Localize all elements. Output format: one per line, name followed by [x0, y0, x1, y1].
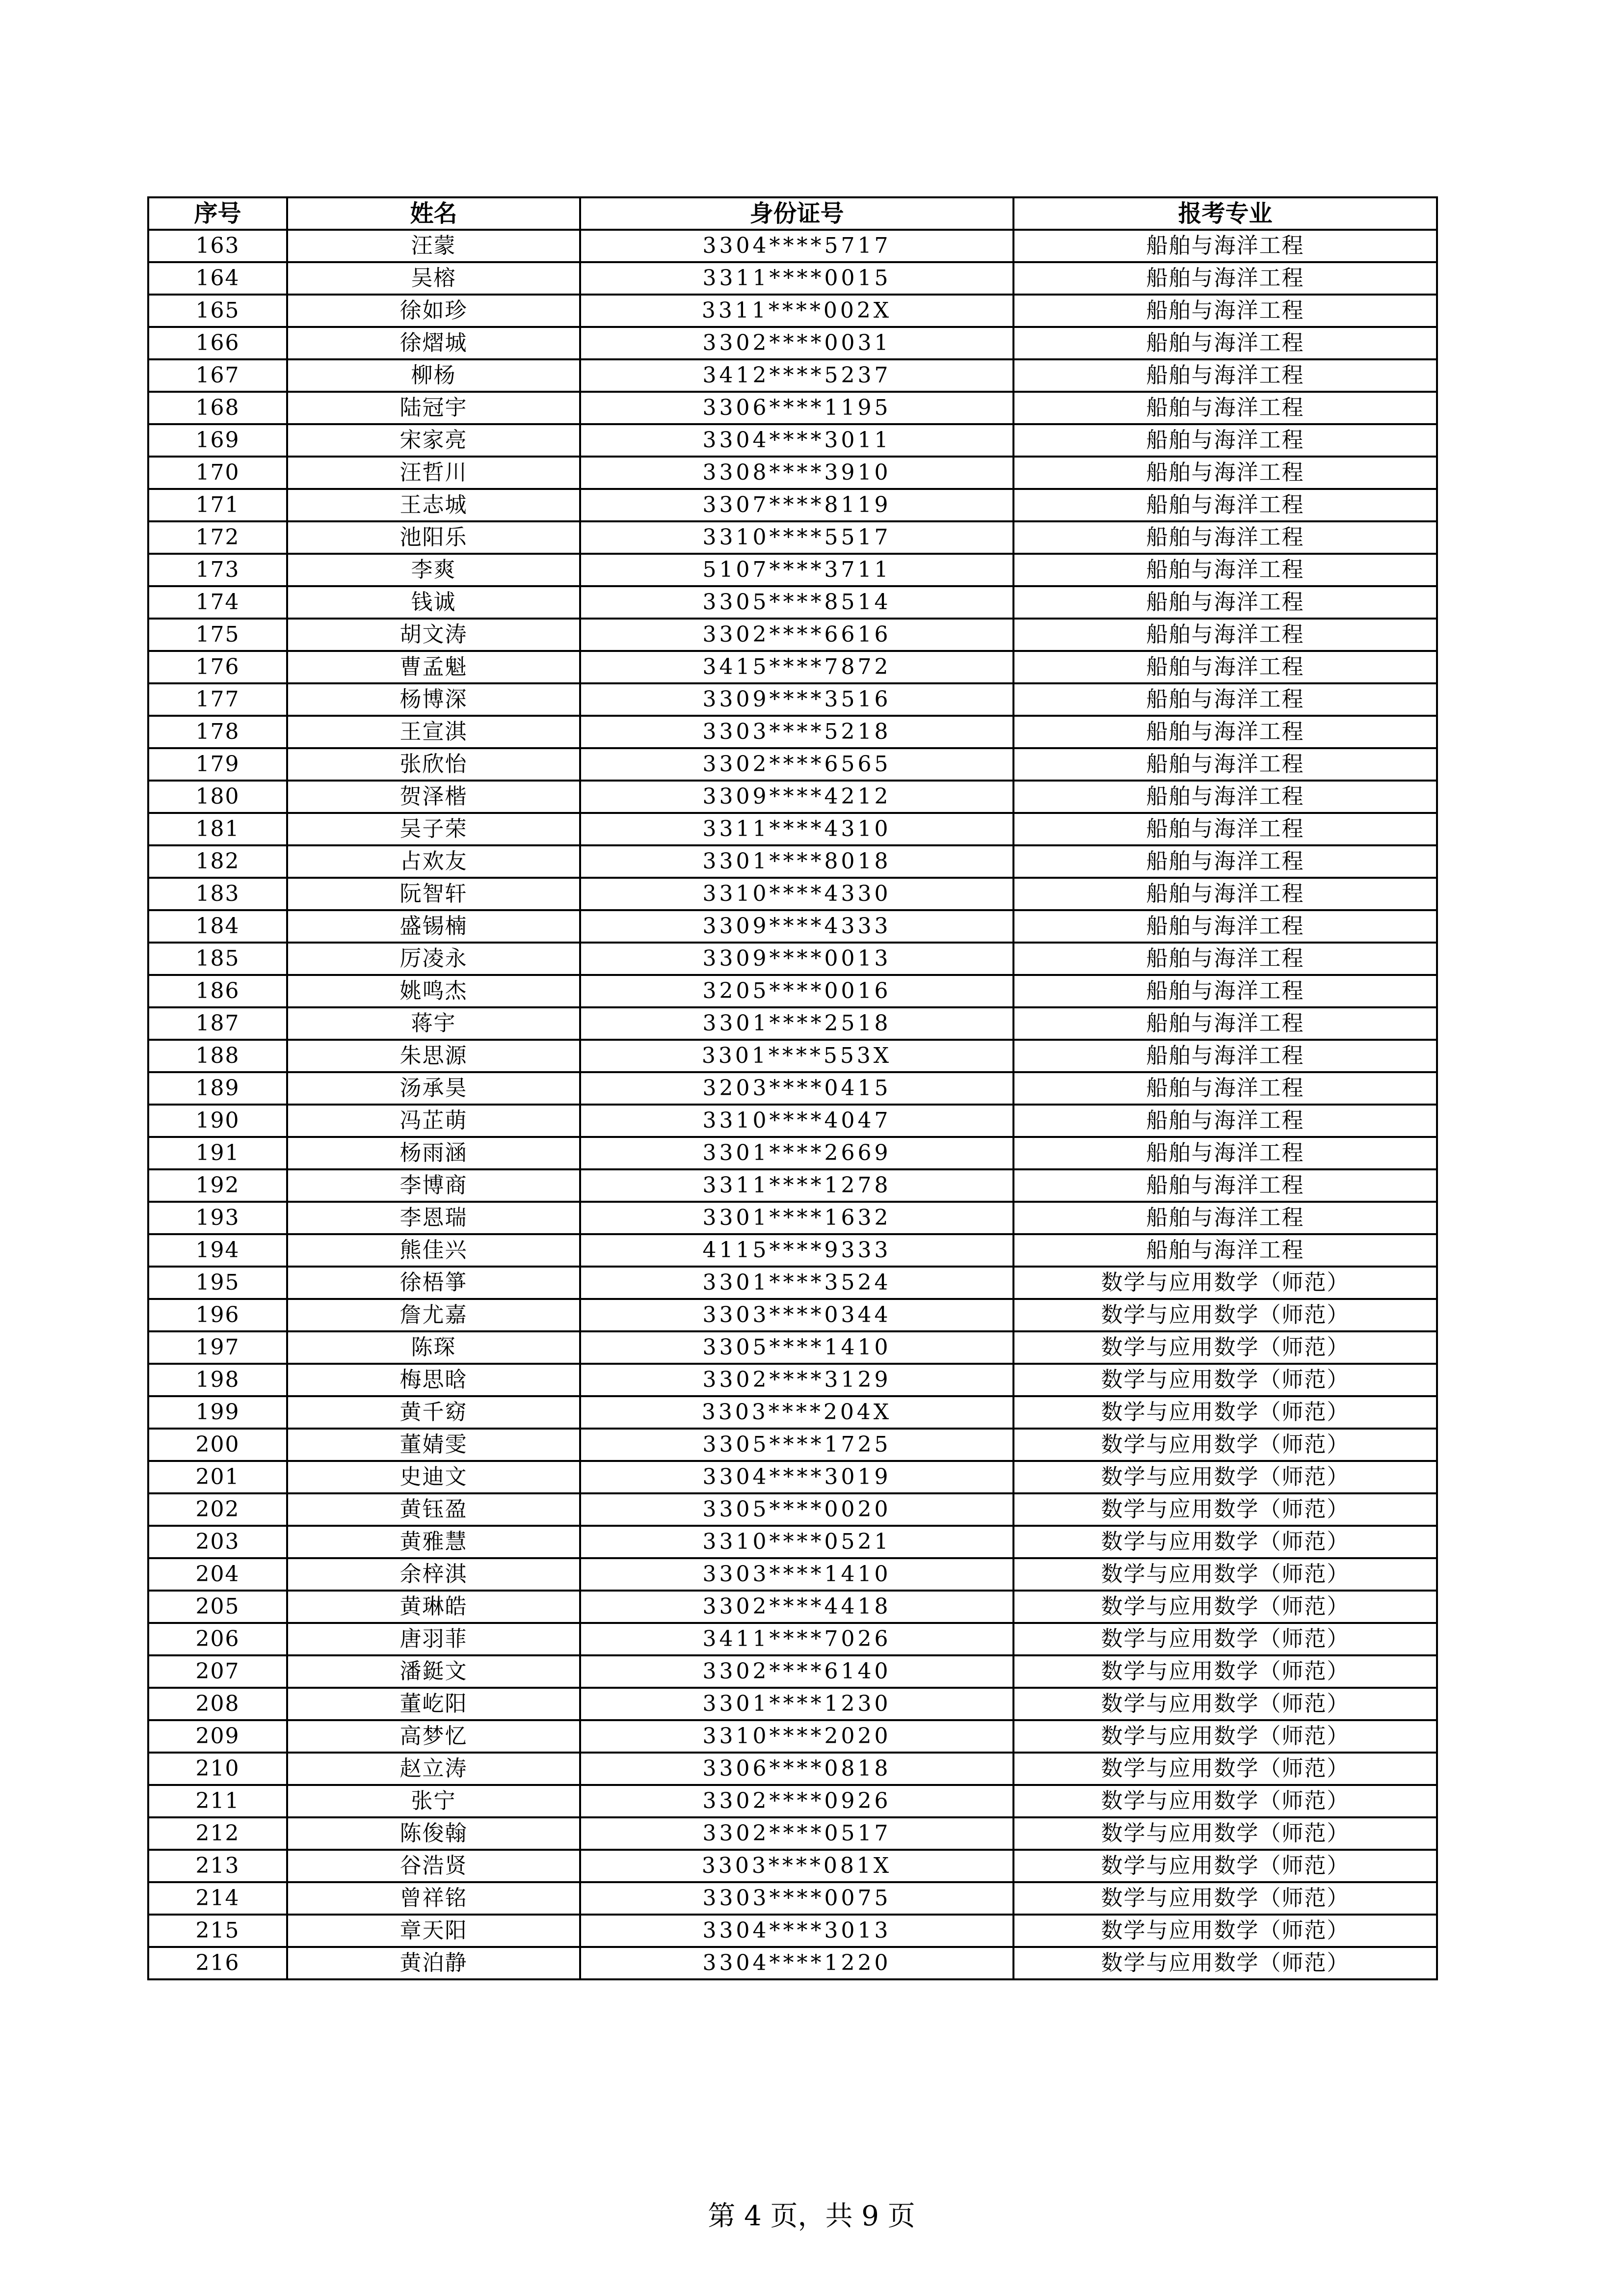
cell-seq: 185 [148, 943, 287, 975]
cell-major: 船舶与海洋工程 [1013, 878, 1437, 910]
cell-id-number: 3304****3019 [580, 1461, 1013, 1493]
cell-id-number: 3302****0926 [580, 1785, 1013, 1817]
cell-id-number: 3310****2020 [580, 1720, 1013, 1753]
cell-id-number: 3311****4310 [580, 813, 1013, 845]
cell-id-number: 3309****4212 [580, 781, 1013, 813]
cell-name: 董婧雯 [287, 1429, 580, 1461]
cell-major: 船舶与海洋工程 [1013, 424, 1437, 457]
cell-name: 王宣淇 [287, 716, 580, 748]
cell-major: 船舶与海洋工程 [1013, 943, 1437, 975]
cell-major: 船舶与海洋工程 [1013, 651, 1437, 683]
cell-major: 船舶与海洋工程 [1013, 392, 1437, 424]
cell-id-number: 3305****0020 [580, 1493, 1013, 1526]
header-major: 报考专业 [1013, 197, 1437, 230]
cell-seq: 211 [148, 1785, 287, 1817]
cell-major: 数学与应用数学（师范） [1013, 1429, 1437, 1461]
cell-seq: 203 [148, 1526, 287, 1558]
cell-seq: 179 [148, 748, 287, 781]
table-row [148, 1299, 1437, 1331]
cell-id-number: 3309****4333 [580, 910, 1013, 943]
cell-seq: 170 [148, 457, 287, 489]
table-row [148, 1785, 1437, 1817]
table-row [148, 230, 1437, 262]
cell-name: 占欢友 [287, 845, 580, 878]
table-row [148, 1137, 1437, 1169]
table-row [148, 392, 1437, 424]
cell-id-number: 3304****3013 [580, 1915, 1013, 1947]
cell-id-number: 3311****002X [580, 295, 1013, 327]
cell-name: 黄琳皓 [287, 1591, 580, 1623]
cell-major: 船舶与海洋工程 [1013, 457, 1437, 489]
table-row [148, 1331, 1437, 1364]
table-row [148, 845, 1437, 878]
cell-name: 张欣怡 [287, 748, 580, 781]
page-number: 第 4 页，共 9 页 [708, 2200, 915, 2232]
table-row [148, 1623, 1437, 1655]
cell-seq: 188 [148, 1040, 287, 1072]
table-header-row [148, 197, 1437, 230]
cell-id-number: 3302****6616 [580, 619, 1013, 651]
cell-seq: 216 [148, 1947, 287, 1979]
table-row [148, 1105, 1437, 1137]
cell-name: 汪蒙 [287, 230, 580, 262]
table-row [148, 295, 1437, 327]
cell-id-number: 3301****1230 [580, 1688, 1013, 1720]
table-row [148, 943, 1437, 975]
cell-id-number: 3203****0415 [580, 1072, 1013, 1105]
cell-id-number: 3310****4047 [580, 1105, 1013, 1137]
table-row [148, 1007, 1437, 1040]
cell-name: 王志城 [287, 489, 580, 521]
cell-seq: 167 [148, 359, 287, 392]
cell-major: 数学与应用数学（师范） [1013, 1396, 1437, 1429]
cell-seq: 215 [148, 1915, 287, 1947]
cell-id-number: 3305****1725 [580, 1429, 1013, 1461]
cell-name: 阮智轩 [287, 878, 580, 910]
cell-id-number: 3305****1410 [580, 1331, 1013, 1364]
cell-seq: 207 [148, 1655, 287, 1688]
cell-major: 船舶与海洋工程 [1013, 716, 1437, 748]
cell-seq: 208 [148, 1688, 287, 1720]
cell-major: 船舶与海洋工程 [1013, 845, 1437, 878]
cell-name: 柳杨 [287, 359, 580, 392]
cell-name: 张宁 [287, 1785, 580, 1817]
cell-name: 熊佳兴 [287, 1234, 580, 1267]
cell-major: 船舶与海洋工程 [1013, 1202, 1437, 1234]
cell-id-number: 3304****5717 [580, 230, 1013, 262]
cell-major: 数学与应用数学（师范） [1013, 1623, 1437, 1655]
cell-id-number: 3302****4418 [580, 1591, 1013, 1623]
cell-name: 黄泊静 [287, 1947, 580, 1979]
cell-seq: 186 [148, 975, 287, 1007]
table-row [148, 586, 1437, 619]
cell-major: 数学与应用数学（师范） [1013, 1753, 1437, 1785]
cell-major: 数学与应用数学（师范） [1013, 1493, 1437, 1526]
cell-seq: 201 [148, 1461, 287, 1493]
cell-seq: 182 [148, 845, 287, 878]
cell-name: 谷浩贤 [287, 1850, 580, 1882]
cell-id-number: 3303****1410 [580, 1558, 1013, 1591]
cell-id-number: 3309****3516 [580, 683, 1013, 716]
cell-major: 数学与应用数学（师范） [1013, 1688, 1437, 1720]
cell-major: 船舶与海洋工程 [1013, 619, 1437, 651]
table-row [148, 619, 1437, 651]
cell-seq: 177 [148, 683, 287, 716]
cell-name: 厉凌永 [287, 943, 580, 975]
cell-major: 数学与应用数学（师范） [1013, 1558, 1437, 1591]
cell-name: 汪哲川 [287, 457, 580, 489]
cell-major: 船舶与海洋工程 [1013, 262, 1437, 295]
cell-seq: 180 [148, 781, 287, 813]
cell-seq: 210 [148, 1753, 287, 1785]
cell-id-number: 3301****2518 [580, 1007, 1013, 1040]
cell-name: 李爽 [287, 554, 580, 586]
table-body [148, 230, 1437, 1979]
cell-major: 数学与应用数学（师范） [1013, 1850, 1437, 1882]
cell-name: 陈琛 [287, 1331, 580, 1364]
table-row [148, 1364, 1437, 1396]
cell-name: 胡文涛 [287, 619, 580, 651]
cell-major: 数学与应用数学（师范） [1013, 1591, 1437, 1623]
cell-seq: 196 [148, 1299, 287, 1331]
cell-seq: 194 [148, 1234, 287, 1267]
table-row [148, 1753, 1437, 1785]
cell-seq: 205 [148, 1591, 287, 1623]
cell-name: 黄钰盈 [287, 1493, 580, 1526]
cell-id-number: 3302****0517 [580, 1817, 1013, 1850]
cell-id-number: 3302****0031 [580, 327, 1013, 359]
cell-seq: 163 [148, 230, 287, 262]
cell-id-number: 3310****0521 [580, 1526, 1013, 1558]
cell-major: 船舶与海洋工程 [1013, 975, 1437, 1007]
cell-major: 数学与应用数学（师范） [1013, 1267, 1437, 1299]
cell-major: 船舶与海洋工程 [1013, 683, 1437, 716]
cell-major: 船舶与海洋工程 [1013, 554, 1437, 586]
cell-seq: 200 [148, 1429, 287, 1461]
cell-id-number: 3301****3524 [580, 1267, 1013, 1299]
cell-major: 船舶与海洋工程 [1013, 813, 1437, 845]
cell-major: 数学与应用数学（师范） [1013, 1364, 1437, 1396]
cell-major: 船舶与海洋工程 [1013, 230, 1437, 262]
cell-seq: 164 [148, 262, 287, 295]
cell-id-number: 3301****8018 [580, 845, 1013, 878]
cell-name: 余梓淇 [287, 1558, 580, 1591]
cell-major: 数学与应用数学（师范） [1013, 1915, 1437, 1947]
cell-name: 宋家亮 [287, 424, 580, 457]
cell-name: 吴子荣 [287, 813, 580, 845]
cell-id-number: 3303****0075 [580, 1882, 1013, 1915]
cell-major: 船舶与海洋工程 [1013, 489, 1437, 521]
cell-id-number: 3415****7872 [580, 651, 1013, 683]
table-row [148, 1202, 1437, 1234]
cell-seq: 165 [148, 295, 287, 327]
cell-major: 船舶与海洋工程 [1013, 586, 1437, 619]
table-row [148, 813, 1437, 845]
table-row [148, 1461, 1437, 1493]
cell-name: 池阳乐 [287, 521, 580, 554]
cell-name: 高梦忆 [287, 1720, 580, 1753]
cell-id-number: 3304****1220 [580, 1947, 1013, 1979]
cell-name: 黄雅慧 [287, 1526, 580, 1558]
table-row [148, 1558, 1437, 1591]
cell-name: 赵立涛 [287, 1753, 580, 1785]
cell-name: 董屹阳 [287, 1688, 580, 1720]
cell-major: 船舶与海洋工程 [1013, 748, 1437, 781]
cell-name: 梅思晗 [287, 1364, 580, 1396]
header-name: 姓名 [287, 197, 580, 230]
cell-name: 汤承昊 [287, 1072, 580, 1105]
cell-seq: 176 [148, 651, 287, 683]
cell-seq: 214 [148, 1882, 287, 1915]
cell-name: 唐羽菲 [287, 1623, 580, 1655]
cell-id-number: 3304****3011 [580, 424, 1013, 457]
cell-major: 数学与应用数学（师范） [1013, 1299, 1437, 1331]
cell-major: 船舶与海洋工程 [1013, 1169, 1437, 1202]
cell-id-number: 3411****7026 [580, 1623, 1013, 1655]
cell-name: 李博商 [287, 1169, 580, 1202]
table-row [148, 327, 1437, 359]
cell-id-number: 3311****1278 [580, 1169, 1013, 1202]
table-row [148, 554, 1437, 586]
table-row [148, 781, 1437, 813]
table-row [148, 359, 1437, 392]
cell-major: 船舶与海洋工程 [1013, 327, 1437, 359]
cell-seq: 175 [148, 619, 287, 651]
header-id-number: 身份证号 [580, 197, 1013, 230]
cell-major: 船舶与海洋工程 [1013, 359, 1437, 392]
cell-seq: 192 [148, 1169, 287, 1202]
cell-name: 蒋宇 [287, 1007, 580, 1040]
cell-id-number: 3310****4330 [580, 878, 1013, 910]
cell-major: 数学与应用数学（师范） [1013, 1947, 1437, 1979]
table-row [148, 1396, 1437, 1429]
cell-major: 船舶与海洋工程 [1013, 1234, 1437, 1267]
cell-id-number: 4115****9333 [580, 1234, 1013, 1267]
cell-seq: 166 [148, 327, 287, 359]
cell-id-number: 3310****5517 [580, 521, 1013, 554]
table-row [148, 748, 1437, 781]
table-row [148, 1493, 1437, 1526]
cell-seq: 189 [148, 1072, 287, 1105]
cell-seq: 171 [148, 489, 287, 521]
cell-id-number: 3303****204X [580, 1396, 1013, 1429]
cell-name: 徐梧箏 [287, 1267, 580, 1299]
table-row [148, 1234, 1437, 1267]
cell-seq: 174 [148, 586, 287, 619]
cell-seq: 181 [148, 813, 287, 845]
cell-id-number: 3302****6140 [580, 1655, 1013, 1688]
cell-name: 徐如珍 [287, 295, 580, 327]
cell-major: 船舶与海洋工程 [1013, 1040, 1437, 1072]
cell-seq: 202 [148, 1493, 287, 1526]
cell-name: 詹尤嘉 [287, 1299, 580, 1331]
cell-name: 钱诚 [287, 586, 580, 619]
cell-id-number: 3305****8514 [580, 586, 1013, 619]
cell-name: 潘鋌文 [287, 1655, 580, 1688]
table-row [148, 975, 1437, 1007]
cell-major: 数学与应用数学（师范） [1013, 1720, 1437, 1753]
cell-id-number: 5107****3711 [580, 554, 1013, 586]
cell-seq: 173 [148, 554, 287, 586]
cell-major: 数学与应用数学（师范） [1013, 1882, 1437, 1915]
cell-name: 章天阳 [287, 1915, 580, 1947]
cell-seq: 172 [148, 521, 287, 554]
table-row [148, 1591, 1437, 1623]
cell-seq: 183 [148, 878, 287, 910]
cell-seq: 178 [148, 716, 287, 748]
cell-seq: 213 [148, 1850, 287, 1882]
cell-major: 船舶与海洋工程 [1013, 910, 1437, 943]
cell-seq: 206 [148, 1623, 287, 1655]
cell-major: 船舶与海洋工程 [1013, 781, 1437, 813]
cell-name: 曹孟魁 [287, 651, 580, 683]
cell-major: 数学与应用数学（师范） [1013, 1526, 1437, 1558]
cell-name: 徐熠城 [287, 327, 580, 359]
cell-seq: 169 [148, 424, 287, 457]
cell-id-number: 3301****553X [580, 1040, 1013, 1072]
cell-seq: 184 [148, 910, 287, 943]
cell-seq: 199 [148, 1396, 287, 1429]
table-row [148, 1817, 1437, 1850]
cell-major: 船舶与海洋工程 [1013, 521, 1437, 554]
table-row [148, 1850, 1437, 1882]
cell-id-number: 3301****1632 [580, 1202, 1013, 1234]
cell-id-number: 3303****0344 [580, 1299, 1013, 1331]
cell-seq: 197 [148, 1331, 287, 1364]
cell-seq: 191 [148, 1137, 287, 1169]
cell-seq: 190 [148, 1105, 287, 1137]
cell-name: 杨雨涵 [287, 1137, 580, 1169]
table-row [148, 716, 1437, 748]
cell-seq: 168 [148, 392, 287, 424]
cell-seq: 198 [148, 1364, 287, 1396]
cell-seq: 212 [148, 1817, 287, 1850]
table-row [148, 1267, 1437, 1299]
cell-name: 李恩瑞 [287, 1202, 580, 1234]
table-row [148, 651, 1437, 683]
cell-major: 数学与应用数学（师范） [1013, 1461, 1437, 1493]
cell-seq: 209 [148, 1720, 287, 1753]
cell-name: 杨博深 [287, 683, 580, 716]
cell-major: 数学与应用数学（师范） [1013, 1817, 1437, 1850]
table-row [148, 683, 1437, 716]
table-row [148, 1720, 1437, 1753]
cell-name: 陆冠宇 [287, 392, 580, 424]
cell-id-number: 3412****5237 [580, 359, 1013, 392]
cell-id-number: 3303****5218 [580, 716, 1013, 748]
table-row [148, 521, 1437, 554]
table-row [148, 1915, 1437, 1947]
cell-name: 盛锡楠 [287, 910, 580, 943]
cell-major: 船舶与海洋工程 [1013, 1137, 1437, 1169]
cell-name: 陈俊翰 [287, 1817, 580, 1850]
cell-id-number: 3306****1195 [580, 392, 1013, 424]
cell-major: 船舶与海洋工程 [1013, 1007, 1437, 1040]
cell-seq: 204 [148, 1558, 287, 1591]
cell-id-number: 3302****6565 [580, 748, 1013, 781]
cell-id-number: 3309****0013 [580, 943, 1013, 975]
cell-name: 曾祥铭 [287, 1882, 580, 1915]
cell-name: 吴榕 [287, 262, 580, 295]
cell-name: 冯芷萌 [287, 1105, 580, 1137]
table-row [148, 1688, 1437, 1720]
cell-major: 数学与应用数学（师范） [1013, 1655, 1437, 1688]
cell-seq: 195 [148, 1267, 287, 1299]
cell-major: 数学与应用数学（师范） [1013, 1331, 1437, 1364]
cell-seq: 187 [148, 1007, 287, 1040]
table-row [148, 1169, 1437, 1202]
table-row [148, 424, 1437, 457]
roster-table [147, 196, 1438, 1980]
cell-id-number: 3311****0015 [580, 262, 1013, 295]
cell-name: 贺泽楷 [287, 781, 580, 813]
cell-name: 姚鸣杰 [287, 975, 580, 1007]
table-row [148, 1882, 1437, 1915]
cell-major: 船舶与海洋工程 [1013, 1072, 1437, 1105]
cell-name: 黄千窈 [287, 1396, 580, 1429]
table-row [148, 878, 1437, 910]
table-row [148, 1040, 1437, 1072]
cell-name: 朱思源 [287, 1040, 580, 1072]
table-row [148, 1947, 1437, 1979]
cell-id-number: 3302****3129 [580, 1364, 1013, 1396]
table-row [148, 1429, 1437, 1461]
cell-id-number: 3307****8119 [580, 489, 1013, 521]
cell-id-number: 3303****081X [580, 1850, 1013, 1882]
cell-name: 史迪文 [287, 1461, 580, 1493]
table-row [148, 1072, 1437, 1105]
cell-id-number: 3308****3910 [580, 457, 1013, 489]
table-row [148, 457, 1437, 489]
table-row [148, 1526, 1437, 1558]
table-row [148, 262, 1437, 295]
cell-major: 数学与应用数学（师范） [1013, 1785, 1437, 1817]
cell-seq: 193 [148, 1202, 287, 1234]
cell-id-number: 3301****2669 [580, 1137, 1013, 1169]
cell-id-number: 3205****0016 [580, 975, 1013, 1007]
table-row [148, 489, 1437, 521]
header-seq: 序号 [148, 197, 287, 230]
table-row [148, 910, 1437, 943]
cell-id-number: 3306****0818 [580, 1753, 1013, 1785]
table-row [148, 1655, 1437, 1688]
cell-major: 船舶与海洋工程 [1013, 1105, 1437, 1137]
cell-major: 船舶与海洋工程 [1013, 295, 1437, 327]
